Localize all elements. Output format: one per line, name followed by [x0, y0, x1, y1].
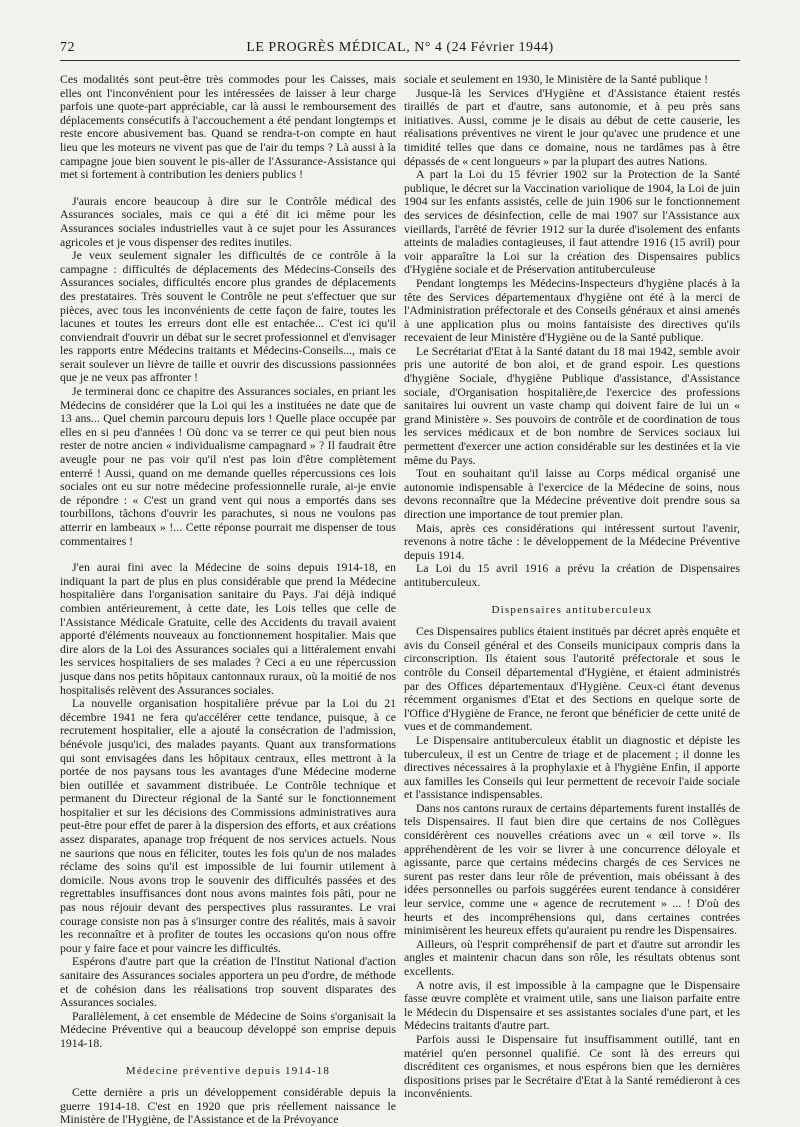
- paragraph: Le Secrétariat d'Etat à la Santé datant du 18 mai 1942, semble avoir pris une autorité de bon aloi, et de grand espoir. Les questions d'hygiène Sociale, d'hygiène Publique d'assistance, d'Assistance sociale, d'Organisation hospitalière,de l'exercice des professions sanitaires lui ouvrent un vaste champ qui doivent faire de lui un « grand Ministère ». Ses pouvoirs de contrôle et de coordination de tous les services médicaux et de bon nombre de Services sociaux lui permettent d'exercer une action considérable sur les destinées et la vie même du Pays.: [404, 343, 740, 467]
- paragraph: Espérons d'autre part que la création de l'Institut National d'action sanitaire des Assurances sociales apportera un peu d'ordre, de méthode et de cohésion dans les réalisations trop souvent disparates des Assurances sociales.: [60, 954, 396, 1010]
- paragraph: Parfois aussi le Dispensaire fut insuffisamment outillé, tant en matériel qu'en personnel qualifié. Ce sont là des erreurs qui discréditent ces organismes, et nous espérons bien que les dernières dispositions prises par le Secrétaire d'Etat à la Santé remédieront à ces inconvénients.: [404, 1031, 740, 1101]
- paragraph: Tout en souhaitant qu'il laisse au Corps médical organisé une autonomie indispensable à l'exercice de la Médecine de soins, nous devons reconnaître que la Médecine préventive doit prendre sous sa direction une importance de tout premier plan.: [404, 466, 740, 521]
- section-heading: Médecine préventive depuis 1914-18: [125, 1064, 331, 1077]
- paragraph: Jusque-là les Services d'Hygiène et d'Assistance étaient restés tiraillés de part et d'autre, sans autonomie, et à peu près sans initiatives. Aussi, comme je le disais au début de cette causerie, les réalisations préventives ne virent le jour qu'avec une prudence et une timidité telles que dans ce domaine, nous ne tardâmes pas à être dépassés de « cent longueurs » par la plupart des autres Nations.: [404, 85, 740, 168]
- paragraph: sociale et seulement en 1930, le Ministère de la Santé publique !: [404, 72, 709, 86]
- paragraph: Ailleurs, où l'esprit compréhensif de part et d'autre sut arrondir les angles et maintenir chacun dans son rôle, les résultats obtenus sont excellents.: [404, 936, 740, 978]
- left-column: [60, 73, 396, 1127]
- paragraph: A notre avis, il est impossible à la campagne que le Dispensaire fasse œuvre complète et vraiment utile, sans une liaison parfaite entre le Médecin du Dispensaire et ses assistantes sociales d'une part, et les Médecins traitants d'autre part.: [404, 977, 740, 1033]
- paragraph: Parallèlement, à cet ensemble de Médecine de Soins s'organisait la Médecine Préventive qui a beaucoup développé son emprise depuis 1914-18.: [60, 1008, 396, 1050]
- paragraph: Ces Dispensaires publics étaient institués par décret après enquête et avis du Conseil général et des Conseils municipaux compris dans la circonscription. Ils étaient sous l'autorité préfectorale et sous le contrôle du Conseil départemental d'Hygiène, et étaient administrés par des Offices départementaux d'Hygiène. Ceux-ci étant devenus récemment organismes d'Etat et des Sections en quelque sorte de l'Office d'Hygiène de France, ne feront que bénéficier de cette unité de vues et de commandement.: [404, 624, 740, 734]
- section-heading: Dispensaires antituberculeux: [491, 603, 653, 616]
- paragraph: Mais, après ces considérations qui intéressent surtout l'avenir, revenons à notre tâche : le développement de la Médecine Préventive depuis 1914.: [404, 520, 740, 562]
- paragraph: La Loi du 15 avril 1916 a prévu la création de Dispensaires antituberculeux.: [404, 561, 740, 589]
- paragraph: J'aurais encore beaucoup à dire sur le Contrôle médical des Assurances sociales, mais ce qui a été dit ici même pour les Assurances sociales industrielles vaut à ce sujet pour les Assurances agricoles et je vous dispenser des redites inutiles.: [60, 193, 396, 249]
- paragraph: La nouvelle organisation hospitalière prévue par la Loi du 21 décembre 1941 ne fera qu'accélérer cette tendance, puisque, à ce recrutement hospitalier, elle a ajouté la consécration de l'admission, bénévole jusqu'ici, des malades payants. Quant aux transformations qui sont envisagées dans les hôpitaux centraux, elles mettront à la portée de nos paysans tous les avantages d'une Médecine moderne bien outillée et savamment distribuée. Le Contrôle technique et permanent du Directeur régional de la Santé sur le fonctionnement hospitalier et sur les décisions des Commissions administratives aura peut-être pour effet de parer à la dispersion des efforts, et aux créations assez disparates, apanage trop fréquent de nos services actuels. Nous ne saurions que nous en féliciter, toutes les fois qu'un de nos malades réclame des soins qu'il est impossible de lui fournir utilement à domicile. Nous avons trop le souvenir des difficultés passées et des regrettables insuffisances dont nous avons maintes fois pâti, pour ne pas nous réjouir devant des perspectives plus rassurantes. Le vrai courage consiste non pas à s'insurger contre des réalités, mais à savoir les reconnaître et à profiter de toutes les occasions qu'on nous offre pour y faire face et pour vaincre les difficultés.: [60, 696, 396, 955]
- paragraph: Je terminerai donc ce chapitre des Assurances sociales, en priant les Médecins de considérer que la Loi qui les a instituées ne date que de 13 ans... Quel chemin parcouru depuis lors ! Quelle place occupée par elles en si peu d'années ! Où donc va se terrer ce qui peut bien nous rester de notre ancien « individualisme campagnard » ? Il faudrait être aveugle pour ne pas voir qu'il n'est pas loin d'être complètement enterré ! Aussi, quand on me demande quelles répercussions ces lois sociales ont eu sur notre médecine professionnelle rurale, ai-je envie de répondre : « C'est un grand vent qui nous a emportés dans ses tourbillons, tâchons d'ouvrir les parachutes, si nous ne voulons pas atterrir en lambeaux » !... Cette réponse pourrait me dispenser de tous commentaires !: [60, 384, 396, 548]
- paragraph: Pendant longtemps les Médecins-Inspecteurs d'hygiène placés à la tête des Services départementaux d'hygiène ont été à la merci de l'Administration préfectorale et des Conseils généraux et ainsi amenés à une application plus ou moins fantaisiste des directives qu'ils recevaient de leur Ministère d'Hygiène ou de la Santé publique.: [404, 275, 740, 345]
- right-column: [404, 73, 740, 1101]
- paragraph: Le Dispensaire antituberculeux établit un diagnostic et dépiste les tuberculeux, il est un Centre de triage et de placement ; il donne les directives nécessaires à la prophylaxie et à l'hygiène Enfin, il apporte aux familles les Conseils qui leur permettent de recevoir l'aide sociale et l'assistance indispensables.: [404, 732, 740, 802]
- page-number: 72: [60, 40, 75, 55]
- paragraph: Dans nos cantons ruraux de certains départements furent installés de tels Dispensaires. Il faut bien dire que certains de nos Collègues considérèrent ces nouvelles créations avec un « œil torve ». Ils appréhendèrent de les voir se livrer à une concurrence déloyale et agissante, parce que certains médecins chargés de ces Services ne surent pas rester dans leur rôle de prévention, mais obéissant à des idées personnelles ou parfois suggérées eurent tendance à considérer leur service, comme une « agence de recrutement » ... ! D'où des heurts et des incompréhensions qui, dans certaines contrées minimisèrent les heureux effets qu'auraient pu rendre les Dispensaires.: [404, 800, 740, 938]
- paragraph: Ces modalités sont peut-être très commodes pour les Caisses, mais elles ont l'inconvénient pour les intéressées de laisser à leur charge parfois une quote-part appréciable, car là aussi le remboursement des déplacements consécutifs à l'accouchement a été pendant longtemps et reste encore abusivement bas. Quand se rendra-t-on compte en haut lieu que les moteurs ne vivent pas que de l'air du temps ? Là aussi à la campagne joue bien souvent le pis-aller de l'Assurance-Assistance qui met si fortement à contribution les deniers publics !: [60, 72, 396, 182]
- running-title: LE PROGRÈS MÉDICAL, N° 4 (24 Février 1944): [246, 40, 554, 55]
- paragraph: Je veux seulement signaler les difficultés de ce contrôle à la campagne : difficultés de déplacements des Médecins-Conseils des Assurances sociales, difficultés encore plus grandes de déplacements des prestataires. Très souvent le Contrôle ne peut s'effectuer que sur pièces, avec tous les inconvénients de cette façon de faire, toutes les lacunes et toutes les erreurs dont elle est entachée... C'est ici qu'il conviendrait d'ouvrir un débat sur le secret professionnel et d'envisager les rapports entre Médecins traitants et Médecins-Conseils..., mais ce serait soulever un lièvre de taille et ouvrir des discussions passionnées que je ne veux pas affronter !: [60, 248, 396, 385]
- page-header: [60, 38, 740, 61]
- paragraph: A part la Loi du 15 février 1902 sur la Protection de la Santé publique, le décret sur la Vaccination variolique de 1904, la Loi de juin 1904 sur les enfants assistés, celle de juin 1906 sur le fonctionnement des services de désinfection, celle de mai 1907 sur l'Assistance aux vieillards, l'arrêté de février 1912 sur la durée d'isolement des enfants atteints de maladies contagieuses, il faut attendre 1916 (15 avril) pour voir apparaître la Loi sur la création des Dispensaires publics d'Hygiène sociale et de Préservation antituberculeuse: [404, 167, 740, 277]
- paragraph: Cette dernière a pris un développement considérable depuis la guerre 1914-18. C'est en 1920 que pris réellement naissance le Ministère de l'Hygiène, de l'Assistance et de la Prévoyance: [60, 1085, 396, 1127]
- paragraph: J'en aurai fini avec la Médecine de soins depuis 1914-18, en indiquant la part de plus en plus considérable que prend la Médecine hospitalière dans l'organisation sanitaire du Pays. J'ai déjà indiqué combien antérieurement, à cette date, les Lois telles que celle de l'Assistance Médicale Gratuite, celle des Accidents du travail avaient apporté d'éléments nouveaux au fonctionnement hospitalier. Mais que dire alors de la Loi des Assurances sociales qui a littéralement envahi les services hospitaliers de ses malades ? Ceci a eu une répercussion jusque dans nos petits hôpitaux cantonnaux ruraux, où la moitié de nos hospitalisés relèvent des Assurances sociales.: [60, 560, 396, 697]
